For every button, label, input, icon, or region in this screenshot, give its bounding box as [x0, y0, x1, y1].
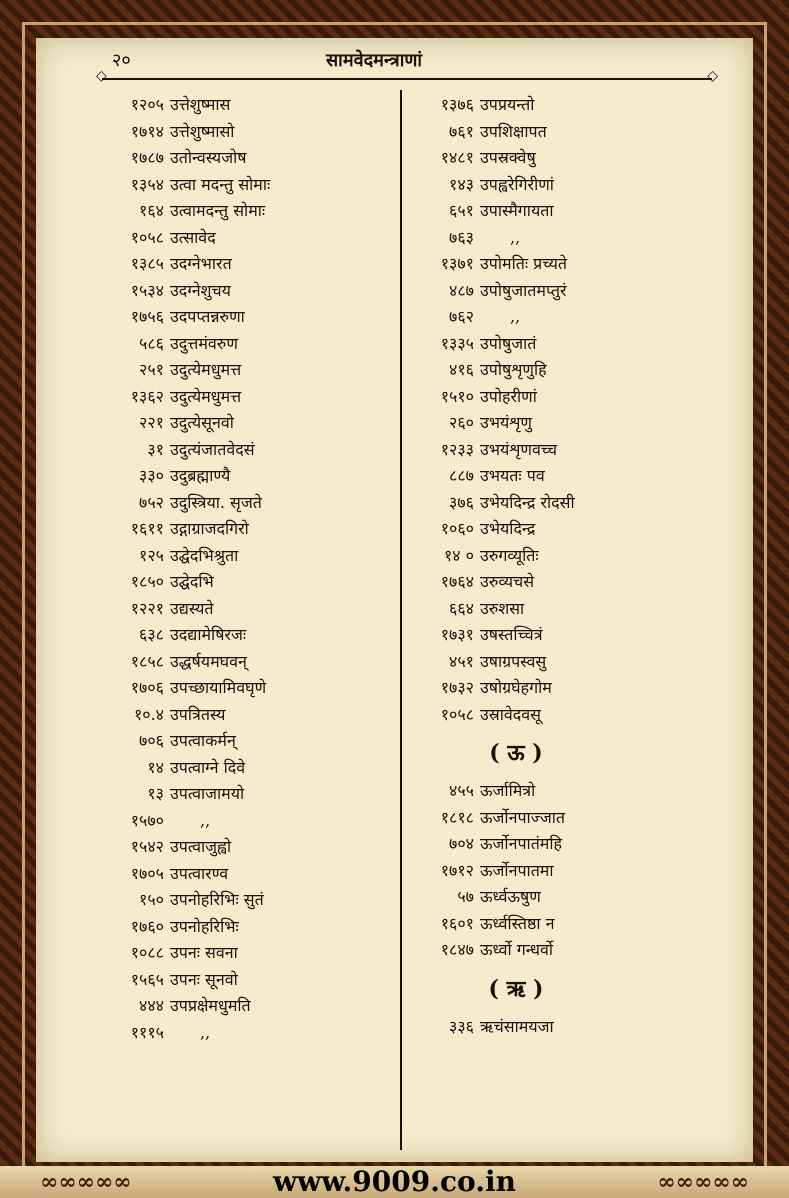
index-entry	[416, 805, 736, 832]
index-entry	[416, 278, 736, 305]
index-entry	[416, 778, 736, 805]
index-entry	[110, 940, 390, 967]
entry-number: १४८१	[440, 148, 474, 167]
index-entry	[110, 543, 390, 570]
entry-word: उषाग्रपस्वसु	[480, 651, 547, 671]
entry-number: ६३८	[139, 625, 164, 644]
entry-number: १८४७	[440, 940, 474, 959]
index-entry	[110, 198, 390, 225]
entry-number: १३५४	[130, 174, 164, 194]
entry-number: ४५५	[449, 781, 474, 800]
column-divider	[400, 90, 402, 1150]
entry-word: उपनः सवना	[170, 943, 238, 962]
website-footer	[0, 1166, 789, 1198]
entry-number: ८८७	[449, 466, 474, 485]
index-entry	[110, 596, 390, 623]
entry-word: ऊर्ध्वो गन्धर्वो	[480, 940, 554, 959]
entry-word: उदुत्यंजातवेदसं	[170, 439, 255, 459]
entry-number: २५१	[139, 360, 164, 379]
index-entry	[416, 490, 736, 517]
entry-word: उदुस्त्रिया. सृजते	[170, 492, 262, 512]
entry-number: १०५८	[440, 704, 474, 724]
entry-word: ऊर्जामित्रो	[480, 781, 536, 800]
index-entry	[110, 887, 390, 914]
entry-word: उपनः सूनवो	[170, 969, 238, 989]
index-entry	[416, 119, 736, 146]
entry-word: उत्वामदन्तु सोमाः	[170, 201, 266, 220]
index-entry	[416, 172, 736, 199]
index-entry	[110, 755, 390, 782]
entry-word: उषस्तच्चित्रं	[480, 625, 543, 644]
entry-number: १५६५	[130, 969, 164, 989]
entry-number: १२५	[139, 545, 164, 565]
entry-number: १७६४	[440, 572, 474, 591]
entry-number: ७०४	[449, 834, 474, 853]
entry-word: उदुत्येमधुमत्त	[170, 360, 242, 379]
index-entry	[110, 781, 390, 808]
entry-number: ७६२	[449, 307, 474, 326]
website-url[interactable]: www.9009.co.in	[273, 1165, 516, 1198]
index-entry	[110, 967, 390, 994]
index-entry	[416, 649, 736, 676]
index-entry	[110, 145, 390, 172]
entry-number: १५१०	[440, 386, 474, 406]
index-entry	[416, 569, 736, 596]
entry-number: १७१२	[440, 860, 474, 880]
ditto-mark: ,,	[200, 810, 211, 830]
running-title: सामवेदमन्त्राणां	[326, 50, 423, 71]
index-entry	[110, 675, 390, 702]
entry-word: ऊर्जोनपाज्जात	[480, 807, 565, 827]
entry-word: उषोग्रघेहगोम	[480, 678, 552, 697]
entry-word: उरुगव्यूतिः	[480, 545, 539, 565]
entry-word: ऋचंसामयजा	[480, 1016, 554, 1036]
entry-number: १८५०	[130, 572, 164, 591]
entry-word: ऊर्जोनपातंमहि	[480, 834, 563, 853]
entry-word: उपास्मैगायता	[480, 201, 554, 220]
entry-word: ऊर्ध्वऊषुण	[480, 887, 541, 906]
entry-number: ३३०	[139, 466, 164, 485]
index-entry	[416, 858, 736, 885]
entry-number: ५७	[457, 887, 474, 906]
index-entry	[416, 92, 736, 119]
entry-number: ७६१	[449, 121, 474, 141]
entry-number: १६११	[130, 519, 164, 538]
entry-word: उद्धर्षयमघवन्	[170, 651, 247, 671]
entry-word: उदुत्तमंवरुण	[170, 333, 238, 353]
index-entry	[110, 331, 390, 358]
entry-word: उपोषुजातमप्तुरं	[480, 280, 567, 300]
index-entry	[110, 728, 390, 755]
entry-word: उपत्वाकर्मन्	[170, 731, 236, 750]
entry-number: ७६३	[449, 227, 474, 247]
section-heading-u-long: ( ऊ )	[489, 740, 543, 766]
index-entry	[110, 861, 390, 888]
entry-word: उदपप्तन्नरुणा	[170, 307, 245, 326]
index-entry	[110, 463, 390, 490]
entry-word: उपोषुजातं	[480, 333, 537, 353]
entry-word: उपत्वाजामयो	[170, 784, 245, 803]
index-entry	[110, 993, 390, 1020]
entry-number: १८५८	[130, 651, 164, 671]
entry-number: १७०६	[130, 678, 164, 697]
index-entry	[416, 357, 736, 384]
entry-word: उदुत्येसूनवो	[170, 413, 234, 432]
entry-number: ७५२	[139, 492, 164, 512]
entry-word: उपनोहरिभिः	[170, 916, 239, 936]
entry-word: उपनोहरिभिः सुतं	[170, 890, 264, 909]
entry-number: १७१४	[130, 121, 164, 141]
entry-number: ४८७	[449, 280, 474, 300]
index-entry	[416, 331, 736, 358]
entry-number: १७३२	[440, 678, 474, 697]
entry-number: १८१८	[440, 807, 474, 827]
entry-number: ४१६	[449, 360, 474, 379]
entry-number: १५७०	[130, 810, 164, 830]
index-entry	[110, 278, 390, 305]
entry-word: उद्गाग्राजदगिरो	[170, 519, 249, 538]
index-entry	[110, 914, 390, 941]
entry-number: १३	[147, 784, 164, 803]
entry-word: उरुव्यचसे	[480, 572, 535, 591]
entry-word: उपोषुशृणुहि	[480, 360, 547, 379]
footer-ornament-left: ∞∞∞∞∞	[40, 1169, 132, 1195]
entry-number: १४	[147, 757, 164, 777]
entry-word: उपत्रितस्य	[170, 704, 226, 724]
entry-word: उरुशसा	[480, 598, 525, 618]
index-entry	[416, 251, 736, 278]
entry-number: १२०५	[130, 95, 164, 114]
index-entry	[110, 1020, 390, 1047]
entry-word: उपच्छायामिवघृणे	[170, 678, 267, 697]
index-entry	[110, 622, 390, 649]
entry-word: उभेयदिन्द्र रोदसी	[480, 492, 575, 512]
index-entry	[416, 225, 736, 252]
entry-word: उभेयदिन्द्र	[480, 519, 536, 538]
entry-number: १०८८	[130, 943, 164, 962]
entry-number: १०.४	[133, 704, 164, 724]
index-entry	[110, 569, 390, 596]
entry-number: ६५१	[449, 201, 474, 220]
entry-number: ३७६	[449, 492, 474, 512]
index-entry	[416, 145, 736, 172]
index-entry	[416, 198, 736, 225]
entry-number: २६०	[449, 413, 474, 432]
section-heading-ri: ( ऋ )	[488, 975, 544, 1002]
entry-word: ऊर्ध्वस्तिष्ठा न	[480, 913, 555, 933]
index-entry	[110, 808, 390, 835]
ditto-mark: ,,	[510, 227, 521, 247]
entry-number: १२३३	[440, 439, 474, 459]
entry-number: १७५६	[130, 307, 164, 326]
index-entry	[416, 937, 736, 964]
ditto-mark: ,,	[510, 307, 521, 326]
entry-word: उपोमतिः प्रच्यते	[480, 254, 567, 273]
entry-number: ४५१	[449, 651, 474, 671]
index-entry	[416, 516, 736, 543]
index-entry	[416, 675, 736, 702]
page-header	[36, 46, 753, 82]
page-number: २०	[112, 50, 131, 71]
entry-word: उपप्रक्षेमधुमति	[170, 996, 251, 1015]
index-entry	[110, 92, 390, 119]
index-entry	[110, 490, 390, 517]
entry-word: उत्सावेद	[170, 227, 216, 247]
index-entry	[110, 649, 390, 676]
entry-number: १०६०	[440, 519, 474, 538]
entry-number: १४ ०	[443, 545, 474, 565]
index-entry	[416, 543, 736, 570]
entry-word: उपत्वाजुह्वो	[170, 837, 232, 856]
index-entry	[416, 1014, 736, 1041]
entry-number: १०५८	[130, 227, 164, 247]
entry-word: उपत्वाग्ने दिवे	[170, 757, 246, 777]
entry-number: १३७६	[440, 95, 474, 114]
entry-number: ४४४	[139, 996, 164, 1015]
index-entry	[416, 410, 736, 437]
entry-word: उपस्रक्वेषु	[480, 148, 536, 167]
header-rule	[102, 78, 712, 80]
entry-word: उस्रावेदवसू	[480, 704, 541, 724]
ditto-mark: ,,	[200, 1022, 211, 1042]
entry-number: १३८५	[130, 254, 164, 273]
index-entry	[110, 702, 390, 729]
entry-number: ३१	[147, 439, 164, 459]
entry-number: १७३१	[440, 625, 474, 644]
entry-word: उत्तेशुष्मासो	[170, 121, 235, 141]
index-entry	[416, 702, 736, 729]
index-entry	[110, 437, 390, 464]
entry-number: १२२१	[130, 598, 164, 618]
entry-number: १११५	[130, 1022, 164, 1042]
left-column	[110, 92, 390, 1046]
entry-number: ५८६	[139, 333, 164, 353]
entry-number: १६०१	[440, 913, 474, 933]
entry-number: १७०५	[130, 863, 164, 883]
entry-number: २२१	[139, 413, 164, 432]
index-entry	[110, 119, 390, 146]
entry-word: उत्तेशुष्मास	[170, 95, 231, 114]
index-entry	[110, 357, 390, 384]
entry-number: १५३४	[130, 280, 164, 300]
entry-word: उभयंशृणु	[480, 413, 533, 432]
entry-number: १३७१	[440, 254, 474, 273]
entry-word: उदुत्येमधुमत्त	[170, 386, 242, 406]
index-entry	[416, 437, 736, 464]
index-entry	[416, 304, 736, 331]
entry-number: १५४२	[130, 837, 164, 856]
index-entry	[416, 622, 736, 649]
entry-word: उपप्रयन्तो	[480, 95, 535, 114]
entry-word: उपशिक्षापत	[480, 121, 547, 141]
entry-number: ६६४	[449, 598, 474, 618]
entry-number: ३३६	[449, 1016, 474, 1036]
entry-word: उत्वा मदन्तु सोमाः	[170, 174, 271, 194]
index-entry	[416, 384, 736, 411]
entry-number: १३६२	[130, 386, 164, 406]
entry-word: उद्घेदभि	[170, 572, 214, 591]
entry-word: उभयतः पव	[480, 466, 545, 485]
entry-number: १३३५	[440, 333, 474, 353]
entry-number: १४३	[449, 174, 474, 194]
entry-word: उदुब्रह्माण्यै	[170, 466, 231, 485]
entry-number: १६४	[139, 201, 164, 220]
index-entry	[416, 884, 736, 911]
entry-number: १७६०	[130, 916, 164, 936]
entry-number: १७८७	[130, 148, 164, 167]
entry-number: १५०	[139, 890, 164, 909]
index-entry	[416, 463, 736, 490]
entry-number: ७०६	[139, 731, 164, 750]
index-entry	[110, 225, 390, 252]
entry-word: उपत्वारण्व	[170, 863, 229, 883]
index-entry	[416, 596, 736, 623]
entry-word: उद्घेदभिश्रुता	[170, 545, 239, 565]
index-entry	[110, 251, 390, 278]
index-entry	[110, 410, 390, 437]
index-entry	[110, 172, 390, 199]
index-entry	[416, 831, 736, 858]
entry-word: उतोन्वस्यजोष	[170, 148, 247, 167]
entry-word: उपोहरीणां	[480, 386, 537, 406]
entry-word: उदग्नेभारत	[170, 254, 232, 273]
right-column	[416, 92, 736, 1040]
index-entry	[110, 834, 390, 861]
entry-word: उपह्वरेगिरीणां	[480, 174, 554, 194]
entry-word: ऊर्जोनपातमा	[480, 860, 554, 880]
entry-word: उदग्नेशुचय	[170, 280, 231, 300]
index-entry	[110, 304, 390, 331]
index-entry	[110, 384, 390, 411]
footer-ornament-right: ∞∞∞∞∞	[657, 1169, 749, 1195]
index-entry	[110, 516, 390, 543]
index-entry	[416, 911, 736, 938]
entry-word: उभयंशृणवच्च	[480, 439, 558, 459]
entry-word: उद्यस्यते	[170, 598, 214, 618]
book-page	[36, 38, 753, 1162]
entry-word: उदद्यामेषिरजः	[170, 625, 247, 644]
